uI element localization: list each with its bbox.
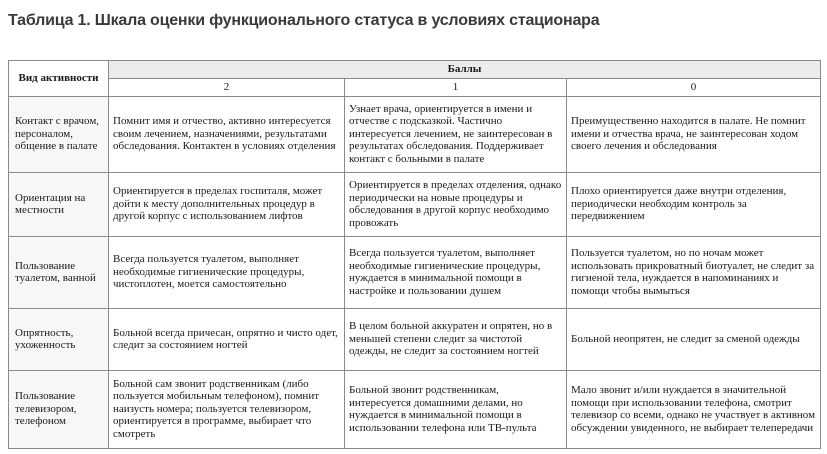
table-row (9, 308, 821, 370)
table-row (9, 172, 821, 236)
score-1-cell: Ориентируется в пределах отделения, однако периодически на новые процедуры и обследования в другой корпус необходимо провожать (345, 172, 567, 236)
score-0-cell: Пользуется туалетом, но по ночам может использовать прикроватный биотуалет, не следит за гигиеной тела, нуждается в напоминаниях и помощи чтобы вымыться (567, 236, 821, 308)
score-0-cell: Мало звонит и/или нуждается в значительной помощи при использовании телефона, смотрит телевизор со всеми, однако не участвует в активном обсуждении увиденного, не выбирает телепередачи (567, 370, 821, 448)
header-score-0: 0 (567, 79, 821, 97)
page-title: Таблица 1. Шкала оценки функционального статуса в условиях стационара (8, 12, 600, 29)
activity-cell: Пользование туалетом, ванной (9, 236, 109, 308)
header-activity: Вид активности (9, 61, 109, 97)
activity-cell: Ориентация на местности (9, 172, 109, 236)
functional-status-table (8, 60, 821, 449)
header-score-2: 2 (109, 79, 345, 97)
score-0-cell: Плохо ориентируется даже внутри отделения, периодически необходим контроль за передвижением (567, 172, 821, 236)
activity-cell: Пользование телевизором, телефоном (9, 370, 109, 448)
score-2-cell: Больной сам звонит родственникам (либо пользуется мобильным телефоном), помнит наизусть номера; пользуется телевизором, ориентируется в программе, выбирает что смотреть (109, 370, 345, 448)
activity-cell: Контакт с врачом, персоналом, общение в палате (9, 96, 109, 172)
activity-cell: Опрятность, ухоженность (9, 308, 109, 370)
header-points: Баллы (109, 61, 821, 79)
table-row (9, 370, 821, 448)
score-2-cell: Помнит имя и отчество, активно интересуется своим лечением, назначениями, результатами обследования. Контактен в условиях отделения (109, 96, 345, 172)
score-1-cell: Больной звонит родственникам, интересуется домашними делами, но нуждается в минимальной помощи в использовании телефона или ТВ-пульта (345, 370, 567, 448)
score-1-cell: Всегда пользуется туалетом, выполняет необходимые гигиенические процедуры, нуждается в минимальной помощи в настройке и пользовании душем (345, 236, 567, 308)
header-score-1: 1 (345, 79, 567, 97)
score-2-cell: Ориентируется в пределах госпиталя, может дойти к месту дополнительных процедур в другой корпус с использованием лифтов (109, 172, 345, 236)
score-1-cell: В целом больной аккуратен и опрятен, но в меньшей степени следит за чистотой одежды, не следит за состоянием ногтей (345, 308, 567, 370)
table-row (9, 236, 821, 308)
score-2-cell: Всегда пользуется туалетом, выполняет необходимые гигиенические процедуры, чистоплотен, моется самостоятельно (109, 236, 345, 308)
table-row (9, 96, 821, 172)
score-1-cell: Узнает врача, ориентируется в имени и отчестве с подсказкой. Частично интересуется лечением, не заинтересован в результатах обследования. Поддерживает контакт с больными в палате (345, 96, 567, 172)
score-0-cell: Больной неопрятен, не следит за сменой одежды (567, 308, 821, 370)
score-2-cell: Больной всегда причесан, опрятно и чисто одет, следит за состоянием ногтей (109, 308, 345, 370)
score-0-cell: Преимущественно находится в палате. Не помнит имени и отчества врача, не заинтересован ходом своего лечения и обследования (567, 96, 821, 172)
